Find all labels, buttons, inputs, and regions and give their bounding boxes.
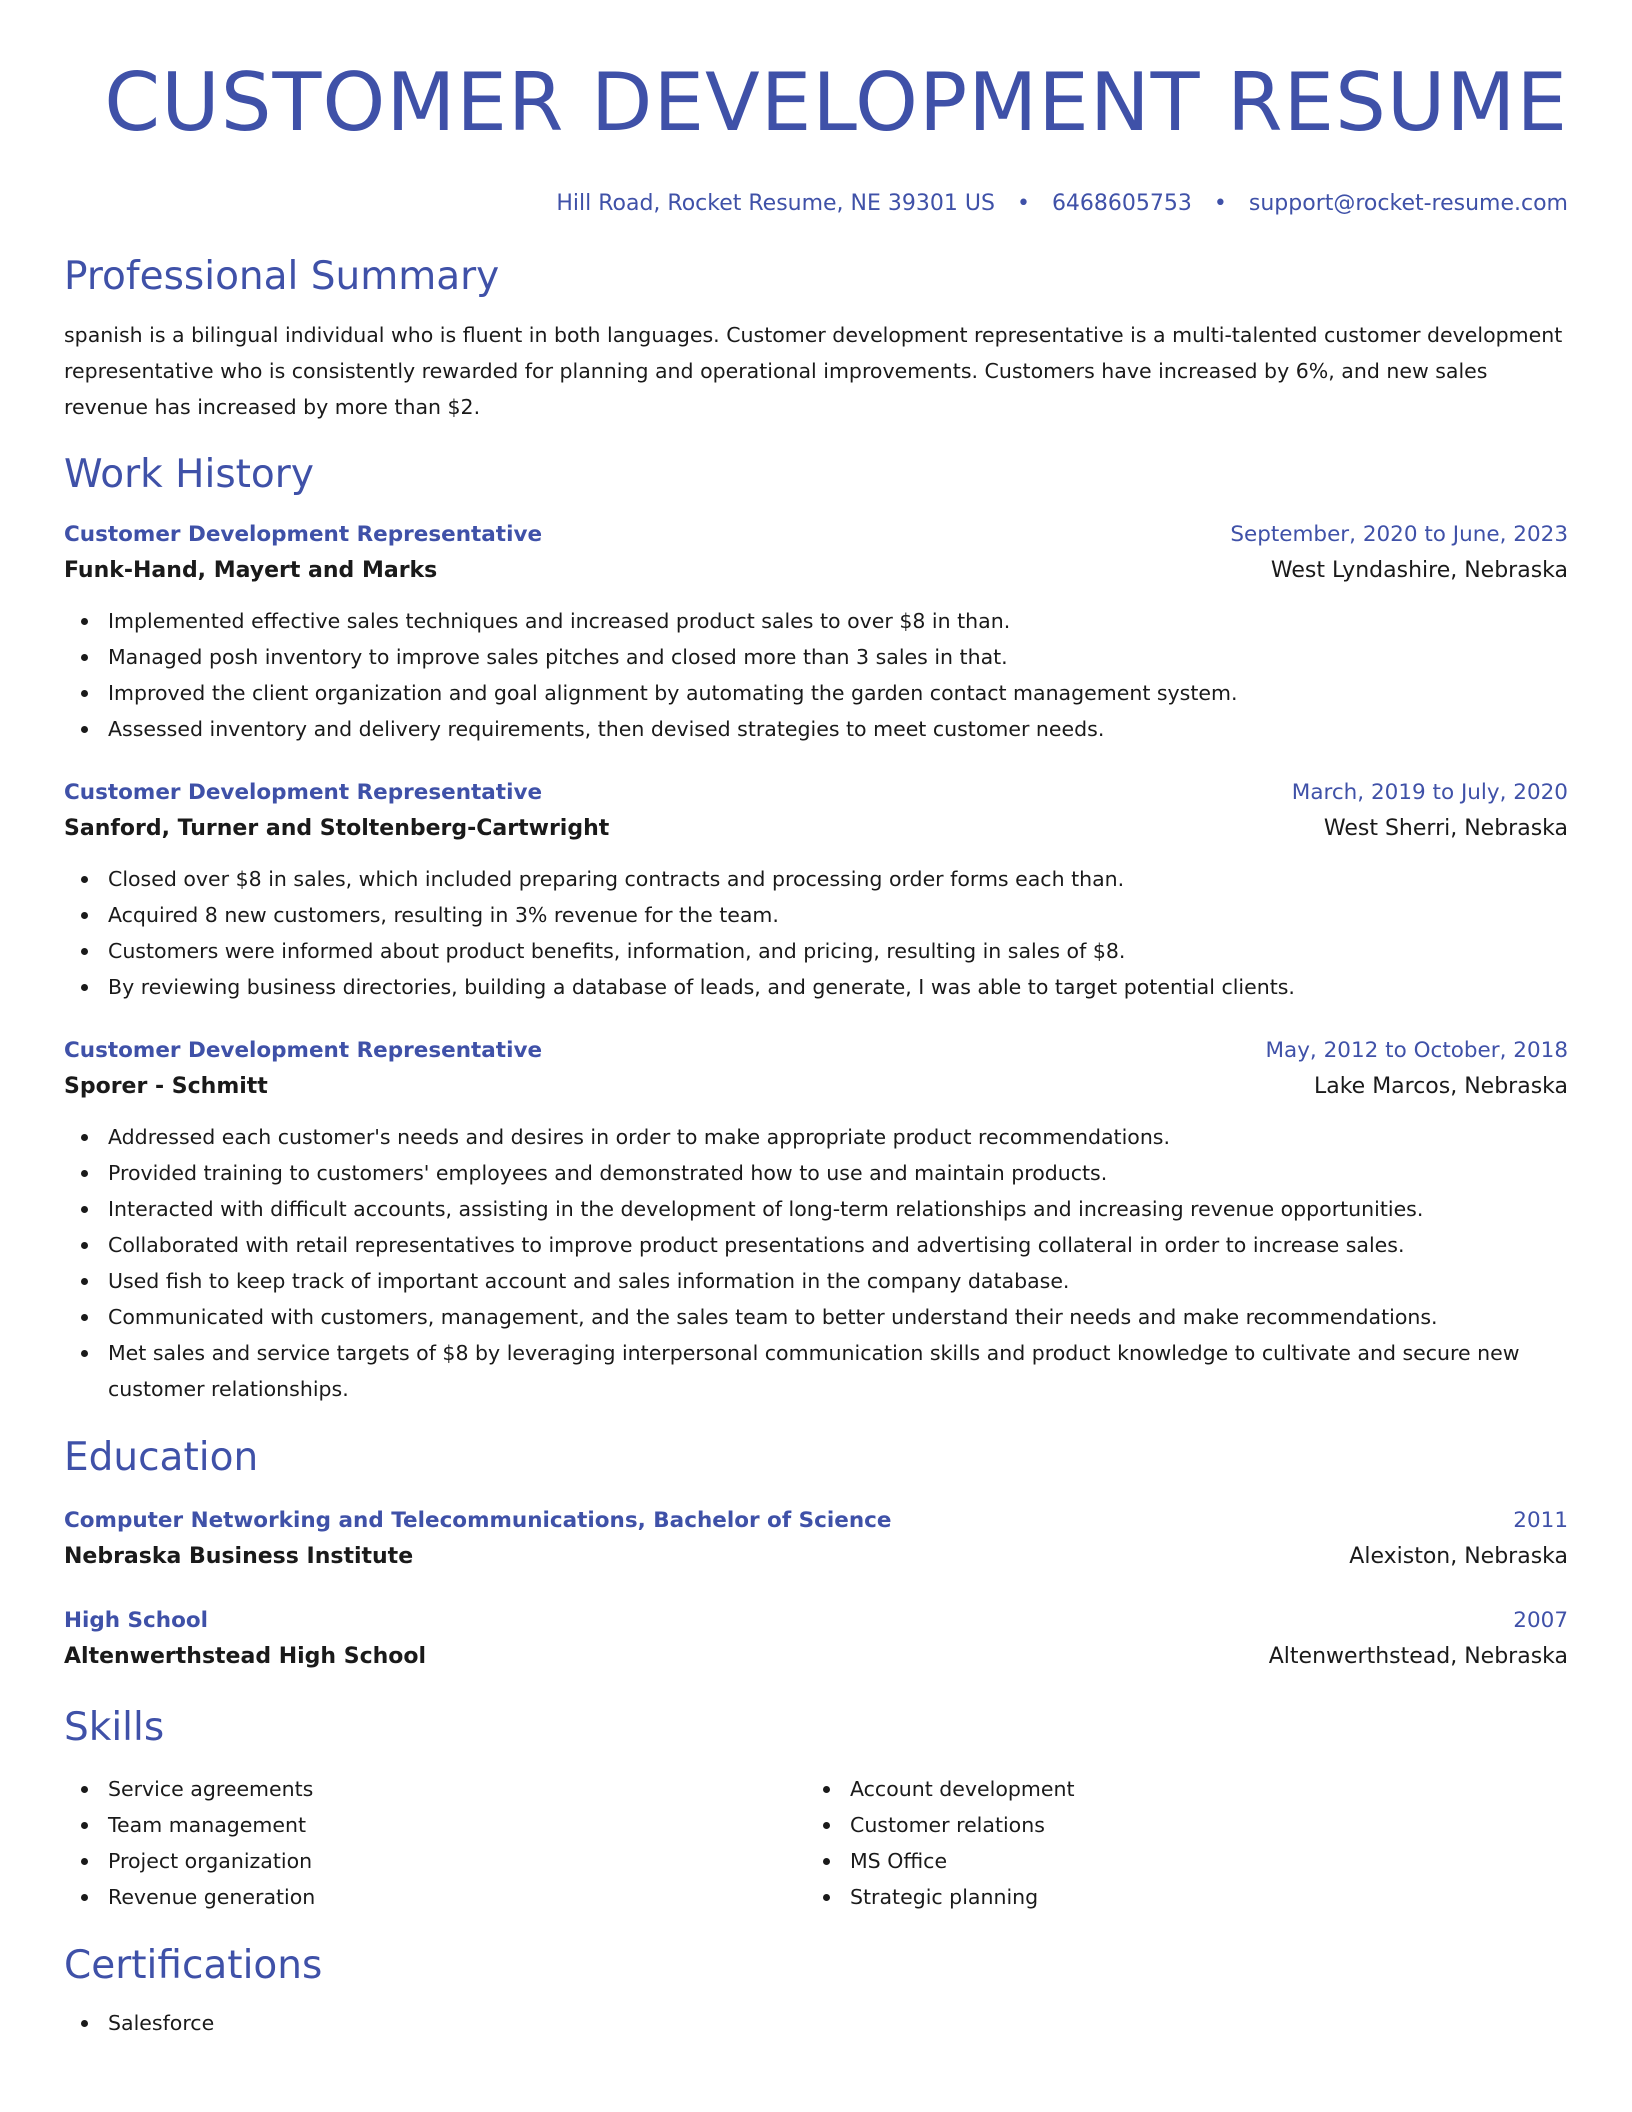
list-item: MS Office (806, 1843, 1548, 1879)
summary-text: spanish is a bilingual individual who is fluent in both languages. Customer development representative is a multi-talented customer development representative who is consistently rewarded for planning and operational improvements. Customers have increased by 6%, and new sales revenue has increased by more than $2. (64, 323, 1563, 419)
work-history-heading: Work History (64, 452, 314, 497)
contact-line (64, 189, 1568, 219)
education-degree: High School (64, 1608, 208, 1633)
job-bullets (64, 861, 1568, 1005)
list-item: Salesforce (64, 2005, 1568, 2041)
job-entry (64, 1035, 1568, 1407)
list-item: Collaborated with retail representatives to improve product presentations and advertising collateral in order to increase sales. (64, 1227, 1568, 1263)
list-item: Managed posh inventory to improve sales pitches and closed more than 3 sales in that. (64, 639, 1568, 675)
education-location: Altenwerthstead, Nebraska (1268, 1644, 1568, 1669)
list-item: Used fish to keep track of important account and sales information in the company database. (64, 1263, 1568, 1299)
list-item: Met sales and service targets of $8 by leveraging interpersonal communication skills and product knowledge to cultivate and secure new customer relationships. (64, 1335, 1568, 1407)
contact-separator: • (1213, 191, 1227, 216)
skills-grid (64, 1771, 1568, 1915)
contact-separator: • (1016, 191, 1030, 216)
job-location: West Lyndashire, Nebraska (1270, 558, 1568, 583)
list-item: Acquired 8 new customers, resulting in 3% revenue for the team. (64, 897, 1568, 933)
job-location: Lake Marcos, Nebraska (1313, 1074, 1568, 1099)
list-item: Assessed inventory and delivery requirements, then devised strategies to meet customer needs. (64, 711, 1568, 747)
list-item: Customer relations (806, 1807, 1548, 1843)
job-entry (64, 519, 1568, 747)
job-dates: September, 2020 to June, 2023 (1230, 522, 1568, 547)
job-location: West Sherri, Nebraska (1323, 816, 1568, 841)
certifications-list (64, 2005, 1568, 2041)
education-school: Altenwerthstead High School (64, 1644, 427, 1669)
education-heading: Education (64, 1435, 259, 1480)
job-role: Customer Development Representative (64, 1038, 543, 1063)
job-company: Sporer - Schmitt (64, 1074, 268, 1099)
list-item: Addressed each customer's needs and desires in order to make appropriate product recommendations. (64, 1119, 1568, 1155)
list-item: Communicated with customers, management, and the sales team to better understand their needs and make recommendations. (64, 1299, 1568, 1335)
education-school: Nebraska Business Institute (64, 1544, 414, 1569)
education-year: 2011 (1513, 1508, 1568, 1533)
education-location: Alexiston, Nebraska (1349, 1544, 1568, 1569)
skills-column-right (806, 1771, 1548, 1915)
contact-address: Hill Road, Rocket Resume, NE 39301 US (556, 191, 995, 216)
skills-column-left (64, 1771, 806, 1915)
job-company: Sanford, Turner and Stoltenberg-Cartwright (64, 816, 610, 841)
list-item: Closed over $8 in sales, which included preparing contracts and processing order forms each than. (64, 861, 1568, 897)
job-entry (64, 777, 1568, 1005)
job-role: Customer Development Representative (64, 522, 543, 547)
job-dates: May, 2012 to October, 2018 (1265, 1038, 1568, 1063)
contact-email: support@rocket-resume.com (1248, 191, 1568, 216)
list-item: Strategic planning (806, 1879, 1548, 1915)
education-year: 2007 (1513, 1608, 1568, 1633)
list-item: Improved the client organization and goal alignment by automating the garden contact management system. (64, 675, 1568, 711)
contact-phone: 6468605753 (1051, 191, 1192, 216)
list-item: Revenue generation (64, 1879, 806, 1915)
resume-page (64, 0, 1568, 2112)
list-item: Account development (806, 1771, 1548, 1807)
list-item: Customers were informed about product benefits, information, and pricing, resulting in sales of $8. (64, 933, 1568, 969)
list-item: Team management (64, 1807, 806, 1843)
job-company: Funk-Hand, Mayert and Marks (64, 558, 438, 583)
list-item: Service agreements (64, 1771, 806, 1807)
job-dates: March, 2019 to July, 2020 (1291, 780, 1568, 805)
education-degree: Computer Networking and Telecommunications, Bachelor of Science (64, 1508, 892, 1533)
summary-heading: Professional Summary (64, 254, 500, 299)
education-entry (64, 1605, 1568, 1675)
job-role: Customer Development Representative (64, 780, 543, 805)
education-entry (64, 1505, 1568, 1575)
list-item: Project organization (64, 1843, 806, 1879)
list-item: Interacted with difficult accounts, assisting in the development of long-term relationships and increasing revenue opportunities. (64, 1191, 1568, 1227)
list-item: By reviewing business directories, building a database of leads, and generate, I was able to target potential clients. (64, 969, 1568, 1005)
resume-title: CUSTOMER DEVELOPMENT RESUME (104, 56, 1568, 149)
job-bullets (64, 1119, 1568, 1407)
skills-heading: Skills (64, 1705, 165, 1750)
certifications-heading: Certifications (64, 1943, 323, 1988)
list-item: Implemented effective sales techniques and increased product sales to over $8 in than. (64, 603, 1568, 639)
list-item: Provided training to customers' employees and demonstrated how to use and maintain products. (64, 1155, 1568, 1191)
job-bullets (64, 603, 1568, 747)
